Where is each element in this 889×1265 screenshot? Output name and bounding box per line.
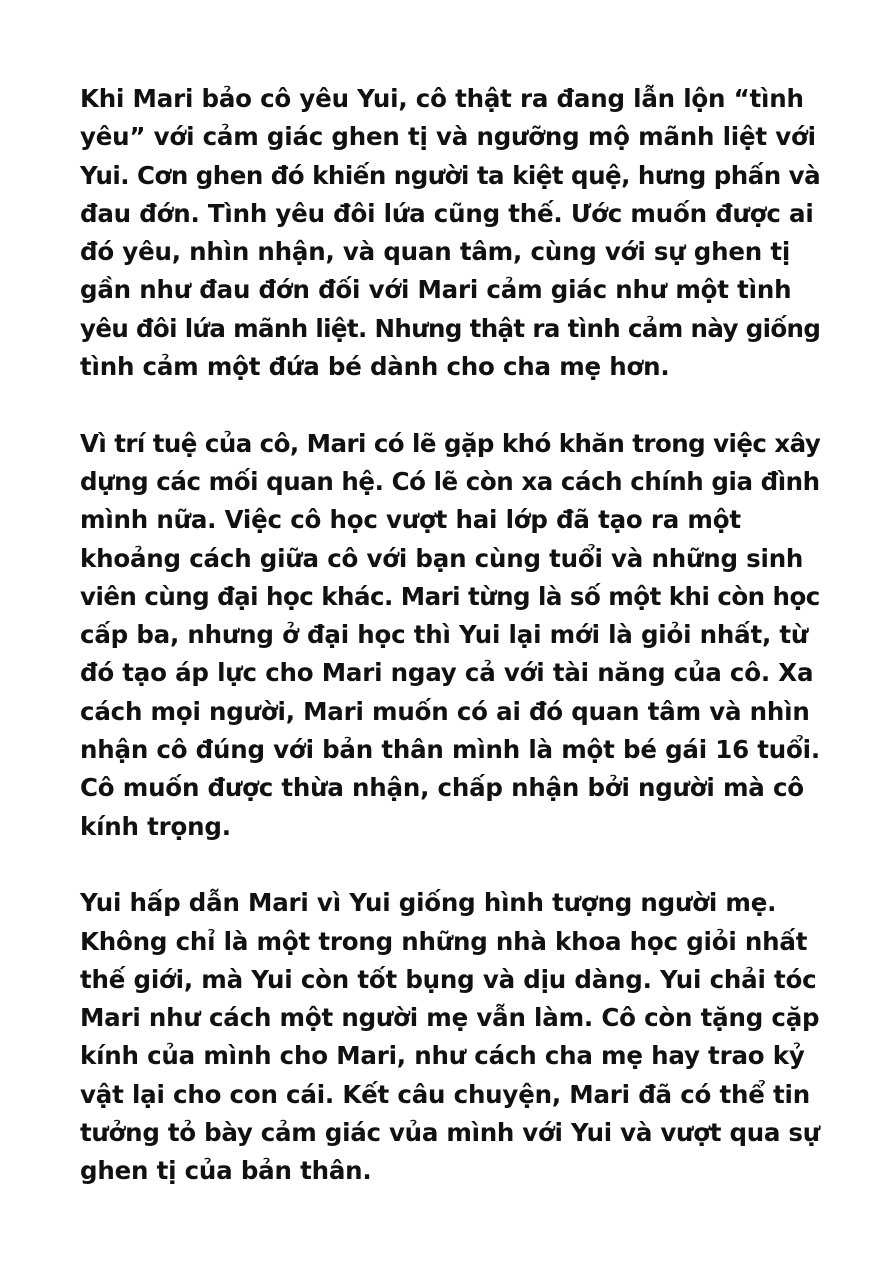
text-line: dựng các mối quan hệ. Có lẽ còn xa cách chính gia đình (80, 466, 820, 496)
text-line: viên cùng đại học khác. Mari từng là số một khi còn học (80, 581, 820, 611)
text-line: đó tạo áp lực cho Mari ngay cả với tài năng của cô. Xa (80, 658, 814, 688)
text-line: đau đớn. Tình yêu đôi lứa cũng thế. Ước muốn được ai (80, 198, 814, 228)
text-line: kính trọng. (80, 811, 231, 841)
text-line: Vì trí tuệ của cô, Mari có lẽ gặp khó khăn trong việc xây (80, 428, 821, 458)
paragraph-2 (80, 425, 820, 846)
paragraph-3 (80, 884, 820, 1190)
document-page (80, 80, 820, 1229)
paragraph-1 (80, 80, 820, 386)
text-line: tưởng tỏ bày cảm giác vủa mình với Yui và vượt qua sự (80, 1118, 820, 1148)
text-line: tình cảm một đứa bé dành cho cha mẹ hơn. (80, 352, 670, 382)
text-line: vật lại cho con cái. Kết câu chuyện, Mari đã có thể tin (80, 1079, 810, 1109)
text-line: mình nữa. Việc cô học vượt hai lớp đã tạo ra một (80, 505, 741, 535)
text-line: yêu” với cảm giác ghen tị và ngưỡng mộ mãnh liệt với (80, 122, 816, 152)
text-line: Cô muốn được thừa nhận, chấp nhận bởi người mà cô (80, 773, 804, 803)
text-line: gần như đau đớn đối với Mari cảm giác như một tình (80, 275, 792, 305)
text-line: Yui. Cơn ghen đó khiến người ta kiệt quệ, hưng phấn và (80, 160, 821, 190)
text-line: đó yêu, nhìn nhận, và quan tâm, cùng với sự ghen tị (80, 237, 791, 267)
text-line: ghen tị của bản thân. (80, 1156, 372, 1186)
text-line: cách mọi người, Mari muốn có ai đó quan tâm và nhìn (80, 696, 810, 726)
text-line: yêu đôi lứa mãnh liệt. Nhưng thật ra tình cảm này giống (80, 313, 821, 343)
text-line: Khi Mari bảo cô yêu Yui, cô thật ra đang lẫn lộn “tình (80, 84, 804, 113)
text-line: Không chỉ là một trong những nhà khoa học giỏi nhất (80, 926, 808, 956)
text-line: nhận cô đúng với bản thân mình là một bé gái 16 tuổi. (80, 735, 820, 765)
text-line: cấp ba, nhưng ở đại học thì Yui lại mới là giỏi nhất, từ (80, 620, 809, 650)
text-line: Yui hấp dẫn Mari vì Yui giống hình tượng người mẹ. (80, 888, 777, 918)
text-line: khoảng cách giữa cô với bạn cùng tuổi và những sinh (80, 543, 804, 573)
text-line: thế giới, mà Yui còn tốt bụng và dịu dàng. Yui chải tóc (80, 964, 817, 994)
text-line: kính của mình cho Mari, như cách cha mẹ hay trao kỷ (80, 1041, 805, 1071)
text-line: Mari như cách một người mẹ vẫn làm. Cô còn tặng cặp (80, 1003, 820, 1033)
